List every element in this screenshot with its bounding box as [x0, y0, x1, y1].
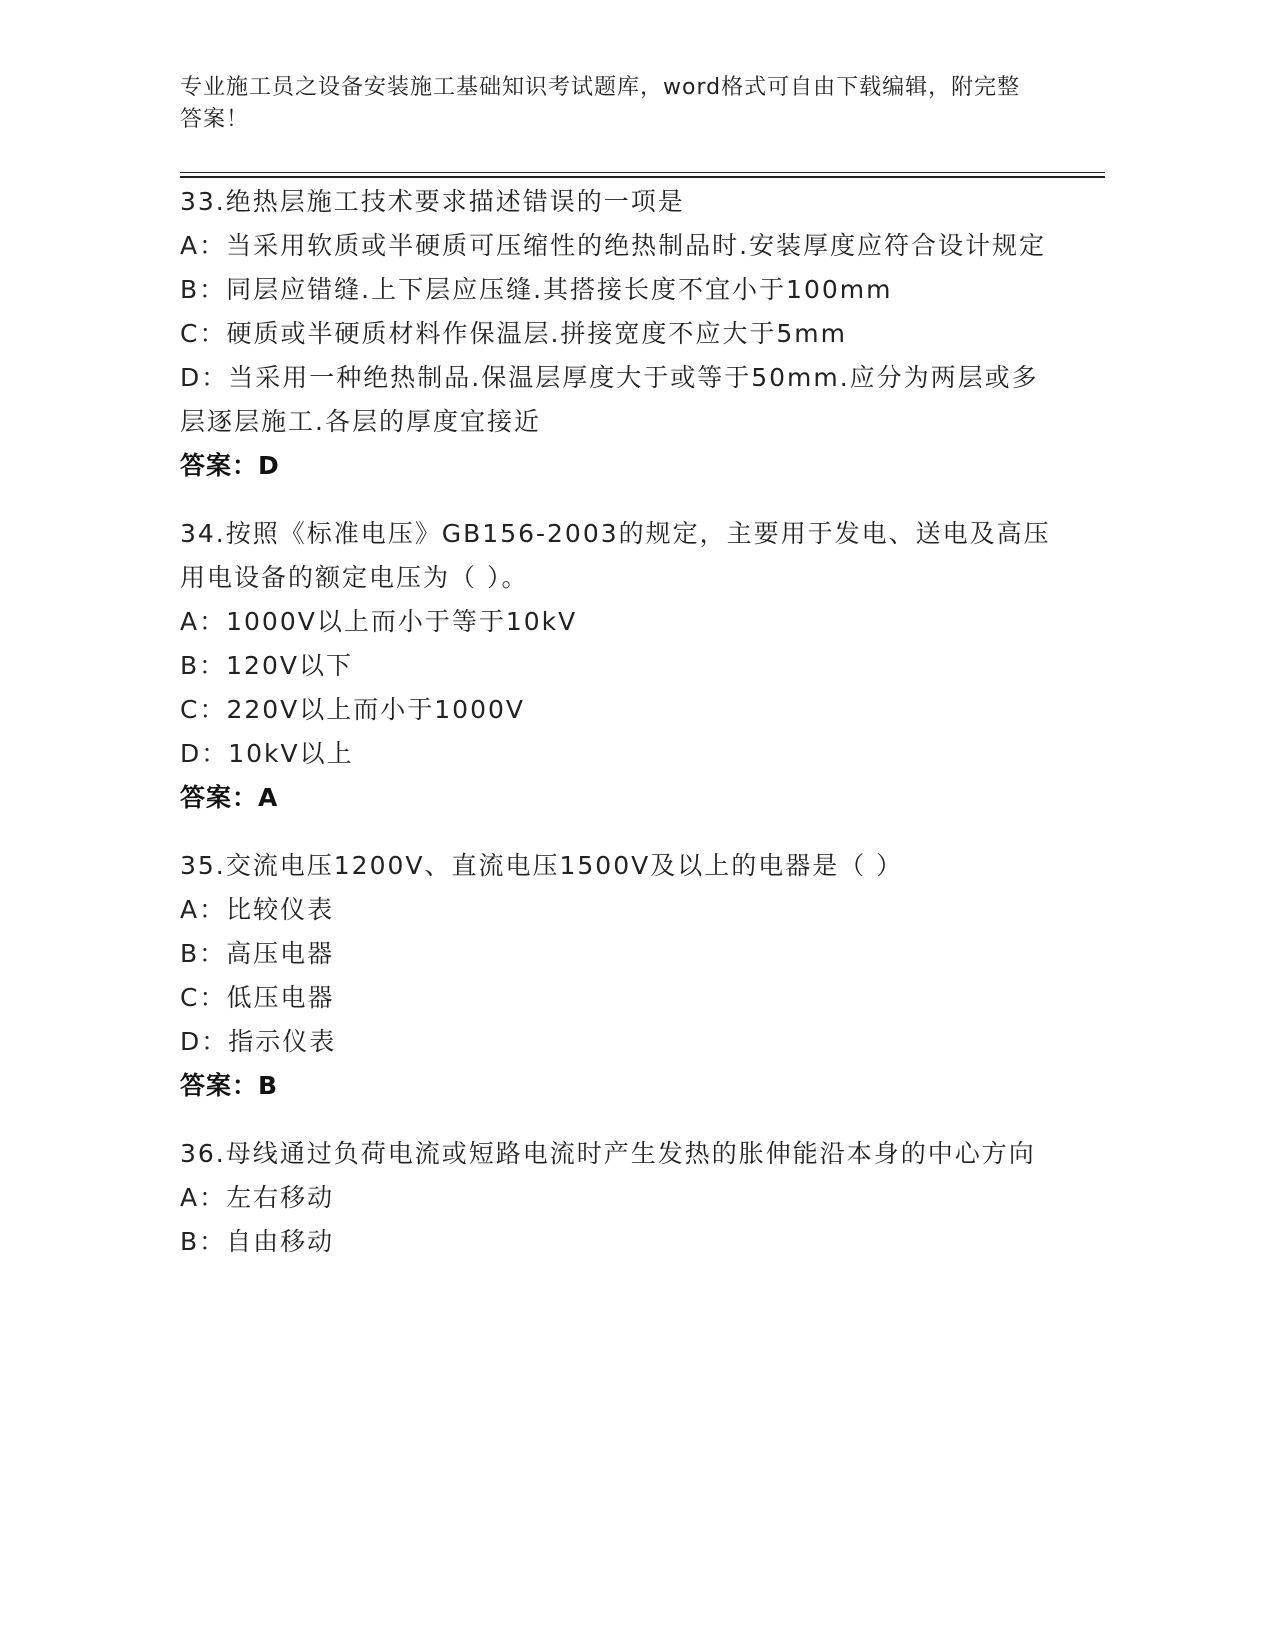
option-a: A：1000V以上而小于等于10kV	[180, 607, 578, 636]
option-b: B：同层应错缝.上下层应压缝.其搭接长度不宜小于100mm	[180, 275, 893, 304]
option-c: C：硬质或半硬质材料作保温层.拼接宽度不应大于5mm	[180, 319, 848, 348]
question-item	[180, 844, 1060, 1108]
document-header: 专业施工员之设备安装施工基础知识考试题库，word格式可自由下载编辑，附完整答案！	[180, 75, 1021, 132]
option-c: C：220V以上而小于1000V	[180, 695, 526, 724]
header-rule-thin	[180, 172, 1105, 173]
option-a: A：当采用软质或半硬质可压缩性的绝热制品时.安装厚度应符合设计规定	[180, 231, 1047, 260]
option-a: A：比较仪表	[180, 895, 335, 924]
question-stem: 35.交流电压1200V、直流电压1500V及以上的电器是（ ）	[180, 851, 904, 880]
option-d: D：当采用一种绝热制品.保温层厚度大于或等于50mm.应分为两层或多层逐层施工.各层的厚度宜接近	[180, 363, 1039, 436]
answer-text: 答案：A	[180, 783, 279, 812]
question-list	[180, 180, 1060, 1288]
option-a: A：左右移动	[180, 1183, 335, 1212]
question-stem: 34.按照《标准电压》GB156-2003的规定，主要用于发电、送电及高压用电设备的额定电压为（ ）。	[180, 519, 1051, 592]
option-c: C：低压电器	[180, 983, 335, 1012]
question-item	[180, 512, 1060, 820]
question-stem: 36.母线通过负荷电流或短路电流时产生发热的胀伸能沿本身的中心方向	[180, 1139, 1036, 1168]
question-item	[180, 1132, 1060, 1264]
option-b: B：自由移动	[180, 1227, 335, 1256]
option-b: B：120V以下	[180, 651, 353, 680]
option-d: D：指示仪表	[180, 1027, 337, 1056]
question-stem: 33.绝热层施工技术要求描述错误的一项是	[180, 187, 685, 216]
option-b: B：高压电器	[180, 939, 335, 968]
answer-text: 答案：B	[180, 1071, 279, 1100]
question-item	[180, 180, 1060, 488]
answer-text: 答案：D	[180, 451, 280, 480]
header-rule-thick	[180, 176, 1105, 178]
option-d: D：10kV以上	[180, 739, 354, 768]
